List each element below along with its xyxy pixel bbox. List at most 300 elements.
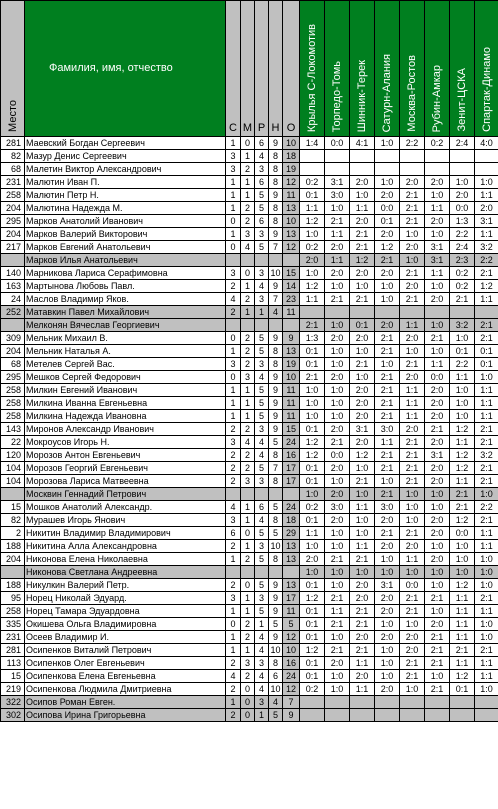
match-cell: 2:0 (425, 293, 450, 306)
match-cell: 1:0 (450, 384, 475, 397)
match-cell (300, 696, 325, 709)
r-cell: 5 (255, 462, 269, 475)
name-cell: Малютин Петр Н. (25, 189, 226, 202)
o-cell: 11 (283, 189, 300, 202)
table-row (1, 605, 498, 618)
r-cell: 4 (255, 514, 269, 527)
match-cell: 1:0 (400, 254, 425, 267)
n-cell: 7 (269, 293, 283, 306)
table-row (1, 306, 498, 319)
m-cell: 3 (241, 475, 255, 488)
match-cell: 1:1 (450, 436, 475, 449)
match-cell: 2:0 (375, 267, 400, 280)
match-cell: 1:0 (300, 228, 325, 241)
match-cell: 2:1 (375, 462, 400, 475)
match-cell (475, 709, 498, 722)
match-cell: 2:0 (375, 683, 400, 696)
match-cell: 2:2 (400, 137, 425, 150)
m-cell: 3 (241, 371, 255, 384)
name-cell: Марков Илья Анатольевич (25, 254, 226, 267)
match-cell (350, 709, 375, 722)
place-cell (1, 254, 25, 267)
match-cell: 2:1 (450, 501, 475, 514)
match-cell: 1:0 (425, 189, 450, 202)
r-cell: 6 (255, 215, 269, 228)
n-cell: 4 (269, 306, 283, 319)
place-cell: 231 (1, 631, 25, 644)
match-cell: 2:1 (475, 592, 498, 605)
n-cell: 5 (269, 618, 283, 631)
match-cell: 1:0 (325, 410, 350, 423)
match-cell: 2:0 (400, 332, 425, 345)
match-cell (475, 150, 498, 163)
match-cell: 2:1 (375, 397, 400, 410)
match-cell (300, 306, 325, 319)
match-cell: 1:0 (425, 345, 450, 358)
place-cell: 335 (1, 618, 25, 631)
match-cell: 3:1 (425, 449, 450, 462)
name-cell: Морозова Лариса Матвеевна (25, 475, 226, 488)
r-cell: 3 (255, 475, 269, 488)
n-cell: 8 (269, 657, 283, 670)
match-cell: 2:1 (425, 683, 450, 696)
n-cell: 7 (269, 241, 283, 254)
place-cell: 281 (1, 137, 25, 150)
match-cell: 2:0 (425, 384, 450, 397)
table-row (1, 202, 498, 215)
o-cell: 24 (283, 501, 300, 514)
match-cell (300, 150, 325, 163)
m-cell: 2 (241, 449, 255, 462)
name-cell: Никитина Алла Александровна (25, 540, 226, 553)
match-cell: 2:0 (325, 241, 350, 254)
match-cell: 1:0 (325, 670, 350, 683)
match-cell: 2:1 (350, 475, 375, 488)
match-cell: 0:2 (425, 137, 450, 150)
match-cell: 0:1 (300, 657, 325, 670)
place-cell: 82 (1, 514, 25, 527)
n-cell: 9 (269, 371, 283, 384)
match-cell: 1:2 (450, 462, 475, 475)
m-cell: 0 (241, 579, 255, 592)
match-cell: 1:0 (400, 345, 425, 358)
match-cell (350, 306, 375, 319)
match-cell: 2:0 (325, 267, 350, 280)
o-cell (283, 566, 300, 579)
o-cell: 12 (283, 631, 300, 644)
o-cell (283, 319, 300, 332)
match-cell: 2:1 (375, 371, 400, 384)
n-cell: 4 (269, 696, 283, 709)
n-cell: 9 (269, 397, 283, 410)
match-cell: 3:0 (375, 501, 400, 514)
match-cell: 2:1 (425, 592, 450, 605)
match-cell: 2:0 (375, 514, 400, 527)
match-cell: 2:1 (375, 254, 400, 267)
match-cell: 1:0 (300, 384, 325, 397)
m-cell: 1 (241, 410, 255, 423)
n-cell: 9 (269, 423, 283, 436)
match-cell (400, 696, 425, 709)
header-match-3: Шинник-Терек (350, 1, 375, 137)
place-cell: 104 (1, 475, 25, 488)
header-row (1, 1, 498, 137)
o-cell (283, 488, 300, 501)
match-cell: 2:1 (475, 644, 498, 657)
match-cell: 0:1 (300, 345, 325, 358)
c-cell: 1 (226, 605, 241, 618)
place-cell: 204 (1, 202, 25, 215)
match-cell: 0:0 (450, 202, 475, 215)
match-cell: 1:0 (475, 579, 498, 592)
name-cell: Мешков Сергей Федорович (25, 371, 226, 384)
place-cell: 302 (1, 709, 25, 722)
r-cell: 5 (255, 397, 269, 410)
match-cell: 1:0 (325, 358, 350, 371)
match-cell: 1:0 (475, 553, 498, 566)
match-cell (325, 163, 350, 176)
name-cell: Мазур Денис Сергеевич (25, 150, 226, 163)
match-cell: 2:0 (350, 215, 375, 228)
n-cell: 8 (269, 514, 283, 527)
match-cell: 2:4 (450, 137, 475, 150)
header-match-2: Торпедо-Томь (325, 1, 350, 137)
r-cell: 4 (255, 436, 269, 449)
match-cell: 1:0 (375, 358, 400, 371)
match-cell: 2:1 (425, 657, 450, 670)
match-cell: 1:1 (475, 670, 498, 683)
match-cell: 2:1 (475, 436, 498, 449)
match-cell: 2:1 (475, 332, 498, 345)
place-cell: 309 (1, 332, 25, 345)
o-cell: 15 (283, 423, 300, 436)
match-cell (425, 306, 450, 319)
n-cell: 8 (269, 449, 283, 462)
match-cell: 3:1 (425, 241, 450, 254)
match-cell: 1:0 (325, 345, 350, 358)
r-cell: 4 (255, 683, 269, 696)
r-cell: 4 (255, 644, 269, 657)
match-cell: 2:1 (350, 293, 375, 306)
match-cell (400, 306, 425, 319)
n-cell: 8 (269, 475, 283, 488)
o-cell: 10 (283, 137, 300, 150)
match-cell: 2:0 (375, 189, 400, 202)
match-cell: 1:0 (300, 397, 325, 410)
r-cell: 1 (255, 306, 269, 319)
o-cell: 5 (283, 618, 300, 631)
o-cell: 23 (283, 293, 300, 306)
match-cell: 2:0 (475, 202, 498, 215)
n-cell: 9 (269, 592, 283, 605)
m-cell: 0 (241, 527, 255, 540)
match-cell: 2:1 (400, 670, 425, 683)
match-cell: 1:0 (375, 280, 400, 293)
c-cell: 2 (226, 449, 241, 462)
match-cell: 1:0 (475, 371, 498, 384)
match-cell: 1:2 (300, 280, 325, 293)
place-cell: 295 (1, 215, 25, 228)
match-cell: 2:0 (325, 488, 350, 501)
match-cell: 2:0 (325, 371, 350, 384)
match-cell: 1:1 (475, 410, 498, 423)
match-cell (475, 163, 498, 176)
match-cell: 2:0 (400, 371, 425, 384)
table-row (1, 397, 498, 410)
table-row (1, 267, 498, 280)
m-cell: 1 (241, 540, 255, 553)
n-cell: 9 (269, 280, 283, 293)
match-cell: 2:1 (400, 436, 425, 449)
match-cell: 0:2 (300, 683, 325, 696)
match-cell: 1:0 (450, 410, 475, 423)
r-cell (255, 488, 269, 501)
match-cell: 0:1 (300, 514, 325, 527)
r-cell (255, 254, 269, 267)
n-cell: 9 (269, 410, 283, 423)
match-cell: 2:1 (350, 241, 375, 254)
r-cell: 4 (255, 449, 269, 462)
match-cell: 2:0 (425, 527, 450, 540)
table-row (1, 163, 498, 176)
match-cell: 2:1 (325, 436, 350, 449)
match-cell: 1:1 (400, 384, 425, 397)
name-cell: Никонова Светлана Андреевна (25, 566, 226, 579)
match-cell: 2:2 (475, 501, 498, 514)
o-cell: 9 (283, 332, 300, 345)
match-cell: 1:0 (325, 631, 350, 644)
table-row (1, 579, 498, 592)
header-n: Н (269, 1, 283, 137)
c-cell (226, 566, 241, 579)
place-cell: 204 (1, 553, 25, 566)
c-cell: 1 (226, 410, 241, 423)
match-cell: 1:0 (325, 566, 350, 579)
match-cell: 2:1 (400, 527, 425, 540)
match-cell: 1:2 (350, 254, 375, 267)
match-cell: 2:0 (375, 631, 400, 644)
table-row (1, 475, 498, 488)
match-cell: 0:1 (475, 345, 498, 358)
match-cell: 2:1 (400, 462, 425, 475)
r-cell: 3 (255, 293, 269, 306)
match-cell: 2:1 (400, 215, 425, 228)
c-cell: 4 (226, 293, 241, 306)
place-cell: 258 (1, 384, 25, 397)
name-cell: Мельник Михаил В. (25, 332, 226, 345)
match-cell: 0:1 (450, 345, 475, 358)
m-cell: 1 (241, 501, 255, 514)
name-cell: Никулкин Валерий Петр. (25, 579, 226, 592)
match-cell: 1:0 (325, 475, 350, 488)
r-cell: 3 (255, 657, 269, 670)
match-cell: 0:1 (300, 423, 325, 436)
m-cell: 4 (241, 436, 255, 449)
m-cell: 2 (241, 293, 255, 306)
match-cell: 2:0 (375, 540, 400, 553)
c-cell: 3 (226, 358, 241, 371)
match-cell: 2:1 (450, 293, 475, 306)
match-cell (425, 696, 450, 709)
header-c: С (226, 1, 241, 137)
match-cell: 1:1 (475, 397, 498, 410)
match-cell: 1:0 (300, 410, 325, 423)
match-cell: 0:1 (300, 670, 325, 683)
m-cell: 1 (241, 150, 255, 163)
match-cell: 1:0 (350, 462, 375, 475)
match-cell: 1:0 (450, 397, 475, 410)
c-cell: 2 (226, 306, 241, 319)
n-cell: 7 (269, 462, 283, 475)
match-cell: 1:1 (400, 410, 425, 423)
n-cell: 8 (269, 163, 283, 176)
table-row (1, 332, 498, 345)
table-row (1, 410, 498, 423)
table-row (1, 670, 498, 683)
o-cell: 10 (283, 215, 300, 228)
match-cell: 2:0 (425, 514, 450, 527)
place-cell: 15 (1, 670, 25, 683)
match-cell: 0:2 (300, 501, 325, 514)
table-row (1, 501, 498, 514)
table-row (1, 527, 498, 540)
match-cell (450, 696, 475, 709)
table-row (1, 137, 498, 150)
match-cell: 1:1 (325, 228, 350, 241)
match-cell: 3:1 (350, 423, 375, 436)
n-cell: 9 (269, 605, 283, 618)
r-cell: 5 (255, 605, 269, 618)
match-cell: 1:0 (400, 566, 425, 579)
match-cell: 3:1 (475, 215, 498, 228)
match-cell: 3:1 (375, 579, 400, 592)
header-match-8: Спартак-Динамо (475, 1, 498, 137)
m-cell: 2 (241, 631, 255, 644)
match-cell (350, 163, 375, 176)
match-cell: 1:0 (375, 176, 400, 189)
match-cell: 1:1 (450, 475, 475, 488)
table-row (1, 514, 498, 527)
match-cell: 2:0 (375, 605, 400, 618)
match-cell: 1:0 (450, 176, 475, 189)
place-cell: 219 (1, 683, 25, 696)
match-cell: 2:1 (350, 618, 375, 631)
table-row (1, 371, 498, 384)
name-cell: Маевский Богдан Сергеевич (25, 137, 226, 150)
match-cell (425, 150, 450, 163)
table-row (1, 631, 498, 644)
match-cell: 1:0 (325, 540, 350, 553)
header-match-7: Зенит-ЦСКА (450, 1, 475, 137)
match-cell: 1:1 (325, 254, 350, 267)
match-cell: 2:0 (400, 280, 425, 293)
match-cell (475, 306, 498, 319)
match-cell (300, 163, 325, 176)
match-cell: 1:2 (375, 241, 400, 254)
match-cell (450, 163, 475, 176)
name-cell: Москвин Геннадий Петрович (25, 488, 226, 501)
table-row (1, 228, 498, 241)
c-cell: 2 (226, 683, 241, 696)
place-cell: 258 (1, 397, 25, 410)
match-cell: 1:0 (425, 605, 450, 618)
match-cell: 1:1 (350, 683, 375, 696)
match-cell: 0:2 (300, 176, 325, 189)
match-cell: 0:1 (300, 462, 325, 475)
match-cell: 2:1 (375, 488, 400, 501)
c-cell: 0 (226, 618, 241, 631)
match-cell: 2:1 (375, 410, 400, 423)
n-cell: 10 (270, 540, 281, 551)
name-cell: Морозов Антон Евгеньевич (25, 449, 226, 462)
n-cell (269, 319, 283, 332)
match-cell: 2:0 (325, 514, 350, 527)
match-cell: 2:0 (400, 540, 425, 553)
c-cell: 2 (226, 709, 241, 722)
match-cell: 1:0 (375, 618, 400, 631)
match-cell: 2:0 (300, 254, 325, 267)
match-cell: 2:0 (425, 462, 450, 475)
match-cell: 1:0 (350, 189, 375, 202)
place-cell: 95 (1, 592, 25, 605)
match-cell: 1:0 (325, 579, 350, 592)
m-cell: 1 (241, 306, 255, 319)
m-cell: 0 (241, 709, 255, 722)
match-cell: 2:0 (425, 397, 450, 410)
c-cell: 3 (226, 592, 241, 605)
match-cell: 2:1 (400, 358, 425, 371)
n-cell: 9 (269, 228, 283, 241)
match-cell: 1:0 (425, 280, 450, 293)
table-row (1, 150, 498, 163)
match-cell: 1:0 (350, 280, 375, 293)
match-cell: 1:4 (300, 137, 325, 150)
place-cell (1, 488, 25, 501)
n-cell: 8 (269, 553, 283, 566)
match-cell: 2:0 (425, 215, 450, 228)
place-cell: 281 (1, 644, 25, 657)
place-cell: 295 (1, 371, 25, 384)
match-cell: 2:3 (450, 254, 475, 267)
match-cell: 1:1 (450, 605, 475, 618)
n-cell: 5 (269, 709, 283, 722)
match-cell (425, 163, 450, 176)
n-cell: 9 (269, 631, 283, 644)
match-cell: 1:1 (450, 371, 475, 384)
match-cell: 2:1 (400, 202, 425, 215)
name-cell: Марков Валерий Викторович (25, 228, 226, 241)
place-cell: 82 (1, 150, 25, 163)
o-cell: 13 (283, 540, 300, 553)
match-cell: 2:0 (400, 644, 425, 657)
match-cell: 2:0 (300, 553, 325, 566)
place-cell: 68 (1, 163, 25, 176)
r-cell: 5 (255, 579, 269, 592)
match-cell: 2:1 (350, 358, 375, 371)
place-cell (1, 319, 25, 332)
match-cell: 1:0 (475, 176, 498, 189)
c-cell: 1 (226, 553, 241, 566)
c-cell: 1 (226, 397, 241, 410)
match-cell: 1:0 (450, 553, 475, 566)
m-cell: 1 (241, 280, 255, 293)
m-cell: 2 (241, 215, 255, 228)
o-cell: 13 (283, 553, 300, 566)
table-row (1, 345, 498, 358)
match-cell: 2:1 (375, 332, 400, 345)
table-row (1, 436, 498, 449)
r-cell: 5 (255, 410, 269, 423)
